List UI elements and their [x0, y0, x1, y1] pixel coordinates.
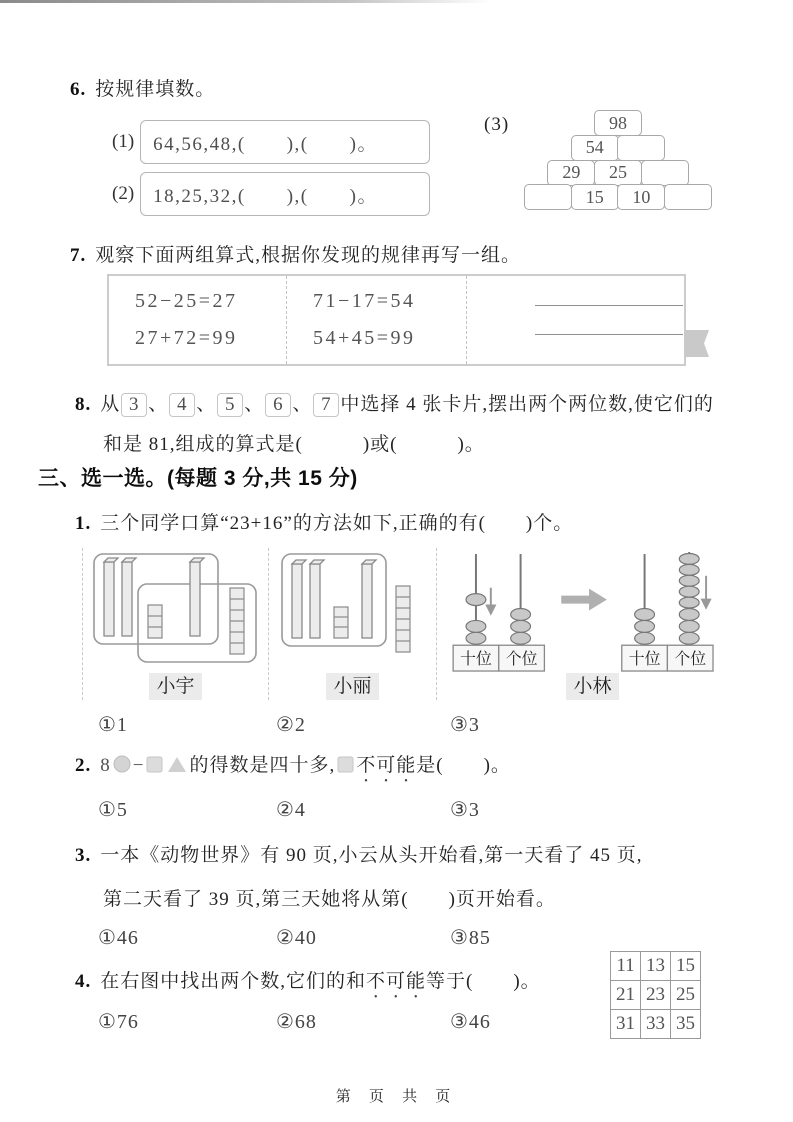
square-icon: [146, 756, 163, 773]
option: ①46: [98, 927, 139, 949]
card-separator: 、: [148, 394, 169, 415]
question-3-1-number: 1.: [75, 513, 92, 534]
number-pyramid: [518, 111, 718, 210]
question-6-title-text: 按规律填数。: [95, 79, 216, 100]
grid-cell: 21: [611, 981, 641, 1010]
figure-panel-xiaoli: [268, 548, 436, 700]
question-3-4: [75, 966, 541, 1003]
question-8-line2: 和是 81,组成的算式是( )或( )。: [103, 434, 485, 455]
method-figures: [82, 548, 748, 700]
option: ③85: [450, 927, 491, 949]
pyramid-cell: 15: [571, 184, 619, 210]
question-6-title: [70, 74, 215, 101]
option: ③3: [450, 714, 480, 736]
tens-label: 十位: [628, 651, 660, 669]
equation-group-1: [109, 276, 287, 364]
question-8-number: 8.: [75, 394, 92, 415]
question-3-1: [75, 508, 573, 535]
question-3-2-tail: 是( )。: [416, 755, 511, 776]
equation: 52−25=27: [135, 290, 238, 312]
pyramid-row: [595, 111, 642, 136]
grid-row: [611, 952, 701, 981]
equation: 54+45=99: [313, 327, 416, 349]
section-3-header: 三、选一选。(每题 3 分,共 15 分): [38, 467, 358, 490]
question-3-4-text2: 等于( )。: [426, 971, 541, 992]
digit-card: 4: [169, 393, 195, 417]
grid-cell: 13: [641, 952, 671, 981]
student-name-label: 小宇: [149, 673, 201, 700]
bookmark-ribbon-icon: [684, 330, 709, 357]
card-separator: 、: [292, 394, 313, 415]
base-ten-blocks-xiaoyu: [90, 550, 262, 668]
student-name-label: 小丽: [326, 673, 378, 700]
digit-card: 6: [265, 393, 291, 417]
option: ②4: [276, 799, 306, 821]
abacus-diagram: [443, 550, 743, 673]
digit-card: 7: [313, 393, 339, 417]
circle-icon: [113, 755, 131, 773]
place-value-labels: [453, 645, 713, 671]
right-arrow-icon: [561, 589, 607, 611]
grid-cell: 23: [641, 981, 671, 1010]
ones-label: 个位: [505, 651, 537, 669]
answer-blank-line: [535, 334, 683, 335]
option: ③46: [450, 1011, 491, 1033]
question-7-title-text: 观察下面两组算式,根据你发现的规律再写一组。: [95, 245, 522, 266]
option: ①76: [98, 1011, 139, 1033]
pyramid-cell: [617, 135, 665, 161]
student-name-label: 小林: [566, 673, 618, 700]
scan-artifact-line: [0, 0, 492, 3]
question-8-rest: 中选择 4 张卡片,摆出两个两位数,使它们的: [340, 394, 714, 415]
sub1-sequence-box: 64,56,48,( ),( )。: [140, 120, 430, 164]
option: ②2: [276, 714, 306, 736]
question-7-title: [70, 240, 521, 267]
pyramid-cell: 54: [571, 135, 619, 161]
options-row-2: [0, 797, 793, 823]
sub2-label: (2): [112, 183, 135, 204]
card-separator: 、: [196, 394, 217, 415]
sub2-sequence-box: 18,25,32,( ),( )。: [140, 172, 430, 216]
option: ③3: [450, 799, 480, 821]
question-8-line1: [75, 389, 714, 417]
option: ①5: [98, 799, 128, 821]
sub1-label: (1): [112, 131, 135, 152]
answer-blank-line: [535, 305, 683, 306]
pyramid-row: [548, 160, 688, 185]
option: ①1: [98, 714, 128, 736]
pyramid-cell: 10: [617, 184, 665, 210]
grid-row: [611, 981, 701, 1010]
question-3-1-text: 三个同学口算“23+16”的方法如下,正确的有( )个。: [100, 513, 574, 534]
question-6-sub2: [112, 172, 430, 216]
pyramid-cell: 98: [594, 110, 642, 136]
question-7-number: 7.: [70, 245, 87, 266]
options-row-4: [0, 1009, 793, 1035]
options-row-1: [0, 712, 793, 738]
options-row-3: [0, 925, 793, 951]
card-separator: 、: [244, 394, 265, 415]
grid-cell: 15: [671, 952, 701, 981]
question-3-3-number: 3.: [75, 845, 92, 866]
hidden-digit-prefix: 8: [100, 755, 111, 776]
pyramid-cell: [524, 184, 572, 210]
digit-card: 3: [121, 393, 147, 417]
equation-group-blank: [467, 276, 684, 364]
question-3-2-number: 2.: [75, 755, 92, 776]
page-footer: 第 页 共 页: [335, 1088, 458, 1105]
option: ②40: [276, 927, 317, 949]
digit-card: 5: [217, 393, 243, 417]
base-ten-blocks-xiaoli: [278, 550, 428, 668]
equation: 71−17=54: [313, 290, 416, 312]
grid-cell: 33: [641, 1010, 671, 1039]
question-3-4-number: 4.: [75, 971, 92, 992]
pyramid-cell: 25: [594, 160, 642, 186]
grid-cell: 25: [671, 981, 701, 1010]
question-3-2: [75, 750, 511, 787]
question-6-sub1: [112, 120, 430, 164]
pyramid-row: [571, 136, 664, 161]
question-6-number: 6.: [70, 79, 87, 100]
emphasized-text: 不可能: [356, 755, 417, 776]
question-3-3-line1: [75, 840, 643, 867]
question-3-4-text1: 在右图中找出两个数,它们的和: [100, 971, 367, 992]
grid-cell: 31: [611, 1010, 641, 1039]
question-3-2-text: 的得数是四十多,: [189, 755, 336, 776]
pyramid-cell: [664, 184, 712, 210]
grid-cell: 35: [671, 1010, 701, 1039]
pyramid-cell: [641, 160, 689, 186]
question-3-3-line2: 第二天看了 39 页,第三天她将从第( )页开始看。: [103, 889, 556, 910]
emphasized-text: 不可能: [366, 971, 427, 992]
figure-panel-xiaoyu: [82, 548, 268, 700]
triangle-icon: [167, 756, 187, 773]
question-6-sub3-label: (3): [484, 114, 510, 135]
question-8-pre: 从: [100, 394, 121, 415]
question-3-3-text1: 一本《动物世界》有 90 页,小云从头开始看,第一天看了 45 页,: [100, 845, 643, 866]
equation-groups-box: [107, 274, 686, 366]
equation-group-2: [287, 276, 467, 364]
ones-label: 个位: [673, 651, 706, 669]
tens-label: 十位: [459, 651, 492, 669]
equation: 27+72=99: [135, 327, 238, 349]
option: ②68: [276, 1011, 317, 1033]
grid-cell: 11: [611, 952, 641, 981]
pyramid-row: [525, 185, 712, 210]
pyramid-cell: 29: [547, 160, 595, 186]
minus-sign: −: [132, 755, 145, 776]
square-icon: [337, 756, 354, 773]
figure-panel-xiaolin: [436, 548, 748, 700]
